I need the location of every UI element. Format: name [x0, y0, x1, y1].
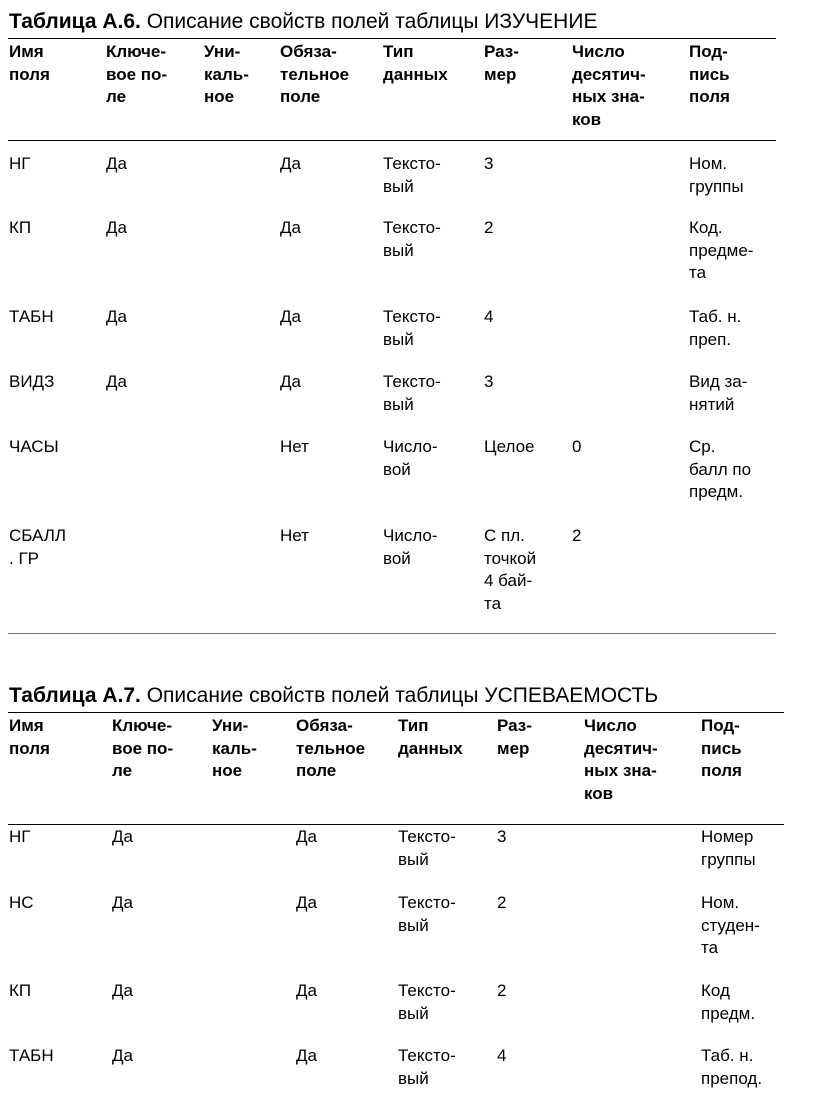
- table-6-header-rule: [8, 140, 776, 141]
- table-6-caption: [9, 9, 597, 35]
- table-6-cell: 2: [484, 218, 494, 237]
- table-7-cell: Да: [112, 1046, 133, 1065]
- table-6-cell: Тексто- вый: [383, 372, 441, 414]
- table-7-cell: Тексто- вый: [398, 981, 456, 1023]
- table-6-cell: С пл. точкой 4 бай- та: [484, 526, 537, 613]
- table-6-cell: ВИДЗ: [9, 372, 55, 391]
- table-6-top-rule: [8, 38, 776, 39]
- table-7-cell: Тексто- вый: [398, 1046, 456, 1088]
- table-6-cell: Целое: [484, 437, 535, 456]
- table-6-cell: Да: [106, 372, 127, 391]
- table-7-header-unique: Уни- каль- ное: [212, 716, 257, 780]
- table-6-cell: ЧАСЫ: [9, 437, 59, 456]
- table-6-cell: Код. предме- та: [689, 218, 754, 282]
- table-6-cell: Ср. балл по предм.: [689, 437, 752, 501]
- table-7-caption-text: Описание свойств полей таблицы УСПЕВАЕМОСТЬ: [140, 684, 659, 707]
- table-6-cell: 0: [572, 437, 582, 456]
- table-7-cell: Да: [296, 1046, 317, 1065]
- table-6-cell: КП: [9, 218, 32, 237]
- table-7-cell: 4: [497, 1046, 507, 1065]
- table-6-cell: Ном. группы: [689, 154, 744, 196]
- table-7-cell: Тексто- вый: [398, 893, 456, 935]
- table-6-header-key-field: Ключе- вое по- ле: [106, 42, 168, 106]
- table-6-cell: Да: [280, 307, 301, 326]
- table-7-header-key-field: Ключе- вое по- ле: [112, 716, 174, 780]
- table-7-cell: Номер группы: [701, 827, 756, 869]
- table-6-cell: Нет: [280, 437, 309, 456]
- table-6-cell: 3: [484, 372, 494, 391]
- table-7-cell: Код предм.: [701, 981, 756, 1023]
- table-6-cell: Да: [280, 218, 301, 237]
- table-6-header-required: Обяза- тельное поле: [280, 42, 350, 106]
- table-6-cell: Да: [106, 218, 127, 237]
- table-7-cell: Таб. н. препод.: [701, 1046, 763, 1088]
- table-6-header-caption: Под- пись поля: [689, 42, 730, 106]
- table-6-cell: Да: [106, 307, 127, 326]
- table-7-cell: КП: [9, 981, 32, 1000]
- table-6-cell: Число- вой: [383, 437, 438, 479]
- table-6-header-unique: Уни- каль- ное: [204, 42, 249, 106]
- table-6-header-decimals: Число десятич- ных зна- ков: [572, 42, 646, 129]
- table-6-cell: Нет: [280, 526, 309, 545]
- table-7-cell: Да: [296, 893, 317, 912]
- table-7-cell: Да: [296, 981, 317, 1000]
- table-7-cell: Ном. студен- та: [701, 893, 760, 957]
- table-6-cell: Да: [280, 154, 301, 173]
- table-7-header-size: Раз- мер: [497, 716, 532, 758]
- table-6-cell: Тексто- вый: [383, 218, 441, 260]
- table-6-header-size: Раз- мер: [484, 42, 519, 84]
- table-6-cell: Вид за- нятий: [689, 372, 748, 414]
- table-6-caption-number: Таблица А.6.: [9, 10, 141, 33]
- table-7-cell: 2: [497, 981, 507, 1000]
- table-7-cell: Да: [296, 827, 317, 846]
- table-6-bottom-rule: [8, 633, 776, 634]
- table-7-cell: Да: [112, 827, 133, 846]
- table-7-top-rule: [8, 712, 784, 713]
- table-7-header-field-name: Имя поля: [9, 716, 50, 758]
- table-7-header-rule: [8, 824, 784, 825]
- table-6-cell: Да: [280, 372, 301, 391]
- table-7-cell: 2: [497, 893, 507, 912]
- table-6-cell: НГ: [9, 154, 31, 173]
- table-6-cell: СБАЛЛ . ГР: [9, 526, 67, 568]
- table-6-cell: ТАБН: [9, 307, 54, 326]
- table-7-header-caption: Под- пись поля: [701, 716, 742, 780]
- table-6-cell: Тексто- вый: [383, 307, 441, 349]
- table-6-cell: Тексто- вый: [383, 154, 441, 196]
- table-6-cell: Да: [106, 154, 127, 173]
- table-7-header-decimals: Число десятич- ных зна- ков: [584, 716, 658, 803]
- table-7-header-required: Обяза- тельное поле: [296, 716, 366, 780]
- table-7-cell: Тексто- вый: [398, 827, 456, 869]
- table-6-cell: 2: [572, 526, 582, 545]
- table-6-caption-text: Описание свойств полей таблицы ИЗУЧЕНИЕ: [140, 10, 598, 33]
- table-7-cell: НС: [9, 893, 34, 912]
- table-7-cell: Да: [112, 981, 133, 1000]
- table-7-cell: НГ: [9, 827, 31, 846]
- table-7-caption-number: Таблица А.7.: [9, 684, 141, 707]
- table-7-caption: [9, 683, 658, 709]
- table-6-cell: 4: [484, 307, 494, 326]
- table-7-cell: ТАБН: [9, 1046, 54, 1065]
- table-6-header-data-type: Тип данных: [383, 42, 448, 84]
- table-6-cell: Таб. н. преп.: [689, 307, 742, 349]
- table-6-cell: Число- вой: [383, 526, 438, 568]
- table-7-cell: Да: [112, 893, 133, 912]
- table-6-cell: 3: [484, 154, 494, 173]
- table-7-cell: 3: [497, 827, 507, 846]
- table-6-header-field-name: Имя поля: [9, 42, 50, 84]
- table-7-header-data-type: Тип данных: [398, 716, 463, 758]
